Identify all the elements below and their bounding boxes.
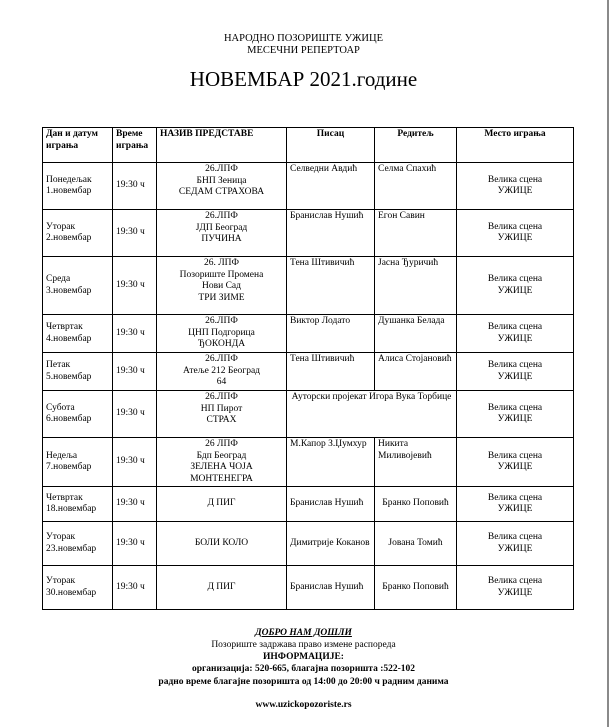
date-value: 4.новембар	[46, 333, 92, 344]
day-name: Четвртак	[46, 322, 83, 332]
show-line: 64	[216, 377, 227, 387]
table-body	[43, 163, 574, 610]
cell-date	[43, 438, 113, 487]
cell-time: 19:30 ч	[113, 163, 157, 210]
day-name: Уторак	[46, 532, 76, 542]
venue-line: Велика сцена	[487, 274, 543, 284]
page-title: НОВЕМБАР 2021.године	[189, 67, 418, 91]
show-line: 26.ЛПФ	[205, 316, 238, 326]
day-name: Петак	[46, 360, 71, 370]
cell-time: 19:30 ч	[113, 438, 157, 487]
cell-director: Бранко Поповић	[375, 566, 457, 610]
show-line: Д ПИГ	[207, 581, 236, 592]
repertoire-table	[42, 127, 574, 610]
cell-director: Алиса Стојановић	[375, 353, 457, 391]
cell-show	[157, 522, 287, 566]
cell-time: 19:30 ч	[113, 210, 157, 257]
date-value: 2.новембар	[46, 233, 92, 243]
venue-line: Велика сцена	[487, 402, 543, 413]
cell-date	[43, 566, 113, 610]
column-header-venue: Место играња	[457, 128, 574, 163]
table-row	[43, 163, 574, 210]
venue-line: Велика сцена	[487, 492, 543, 503]
show-line: ПУЧИНА	[201, 234, 242, 244]
table-row	[43, 522, 574, 566]
show-line: 26.ЛПФ	[205, 211, 238, 221]
venue-line: Велика сцена	[487, 322, 543, 332]
show-line: НП Пирот	[200, 403, 243, 414]
cell-director: Егон Савин	[375, 210, 457, 257]
date-value: 5.новембар	[46, 371, 92, 382]
cell-writer: Бранислав Нушић	[287, 566, 375, 610]
show-line: СЕДАМ СТРАХОВА	[178, 187, 265, 197]
table-row	[43, 438, 574, 487]
cell-show	[157, 566, 287, 610]
date-value: 7.новембар	[46, 462, 92, 472]
venue-line: УЖИЦЕ	[497, 414, 533, 424]
venue-line: УЖИЦЕ	[497, 543, 533, 554]
cell-date	[43, 315, 113, 353]
cell-writer: Димитрије Коканов	[287, 522, 375, 566]
show-line: ЈДП Београд	[195, 222, 248, 233]
show-line: МОНТЕНЕГРА	[190, 473, 253, 484]
cell-time: 19:30 ч	[113, 315, 157, 353]
cell-author-project: Ауторски пројекат Игора Вука Торбице	[287, 391, 457, 438]
cell-date	[43, 163, 113, 210]
show-line: Позориште Промена	[179, 269, 264, 280]
venue-line: УЖИЦЕ	[497, 504, 533, 514]
show-line: ЦНП Подгорица	[188, 327, 255, 338]
website-link[interactable]: www.uzickopozoriste.rs	[255, 700, 352, 710]
cell-show	[157, 438, 287, 487]
venue-line: Велика сцена	[487, 221, 543, 232]
table-row	[43, 257, 574, 315]
cell-writer: Селведни Авдић	[287, 163, 375, 210]
table-row	[43, 391, 574, 438]
table-row	[43, 566, 574, 610]
cell-show	[157, 353, 287, 391]
cell-show	[157, 257, 287, 315]
venue-line: Велика сцена	[487, 450, 543, 461]
show-line: 26.ЛПФ	[205, 164, 238, 174]
show-line: 26 ЛПФ	[205, 439, 238, 449]
cell-venue	[457, 315, 574, 353]
show-line: ТРИ ЗИМЕ	[198, 292, 245, 303]
cell-venue	[457, 522, 574, 566]
day-name: Уторак	[46, 576, 76, 586]
notice-text: Позориште задржава право измене распореда	[211, 640, 396, 650]
venue-line: УЖИЦЕ	[497, 285, 533, 296]
cell-venue	[457, 487, 574, 522]
column-header-show: НАЗИВ ПРЕДСТАВЕ	[157, 128, 287, 163]
cell-venue	[457, 163, 574, 210]
day-name: Субота	[46, 402, 75, 413]
cell-time: 19:30 ч	[113, 353, 157, 391]
date-value: 30.новембар	[46, 587, 97, 598]
cell-date	[43, 257, 113, 315]
day-name: Уторак	[46, 221, 76, 232]
cell-writer: Тена Штивичић	[287, 353, 375, 391]
show-line: 26. ЛПФ	[203, 258, 240, 268]
cell-show	[157, 487, 287, 522]
cell-show	[157, 315, 287, 353]
date-value: 3.новембар	[46, 285, 92, 296]
info-heading: ИНФОРМАЦИЈЕ:	[263, 652, 344, 662]
cell-venue	[457, 438, 574, 487]
cell-date	[43, 353, 113, 391]
venue-line: УЖИЦЕ	[497, 333, 533, 344]
venue-line: УЖИЦЕ	[497, 186, 533, 196]
venue-line: Велика сцена	[487, 576, 543, 586]
venue-line: Велика сцена	[487, 532, 543, 542]
show-line: ЂОКОНДА	[197, 339, 246, 349]
welcome-text: ДОБРО НАМ ДОШЛИ	[255, 628, 352, 638]
column-header-time: Време играња	[113, 128, 157, 163]
cell-venue	[457, 391, 574, 438]
cell-director: Јована Томић	[375, 522, 457, 566]
cell-show	[157, 210, 287, 257]
cell-show	[157, 163, 287, 210]
table-header-row	[43, 128, 574, 163]
date-value: 1.новембар	[46, 186, 92, 196]
cell-time: 19:30 ч	[113, 257, 157, 315]
table-row	[43, 210, 574, 257]
show-line: Д ПИГ	[207, 498, 236, 509]
day-name: Среда	[46, 274, 71, 284]
show-line: 26.ЛПФ	[205, 392, 238, 402]
cell-writer: Бранислав Нушић	[287, 210, 375, 257]
column-header-writer: Писац	[287, 128, 375, 163]
cell-venue	[457, 566, 574, 610]
cell-venue	[457, 257, 574, 315]
venue-line: УЖИЦЕ	[497, 371, 533, 382]
show-line: Бдп Београд	[196, 450, 247, 461]
venue-line: УЖИЦЕ	[497, 462, 533, 472]
cell-time: 19:30 ч	[113, 487, 157, 522]
show-line: БНП Зеница	[196, 175, 247, 186]
cell-show	[157, 391, 287, 438]
cell-director: Бранко Поповић	[375, 487, 457, 522]
day-name: Четвртак	[46, 492, 83, 503]
day-name: Понедељак	[46, 174, 92, 185]
cell-date	[43, 210, 113, 257]
cell-writer: Бранислав Нушић	[287, 487, 375, 522]
column-header-date: Дан и датум играња	[43, 128, 113, 163]
show-line: 26.ЛПФ	[205, 354, 238, 364]
cell-writer: М.Капор З.Џумхур	[287, 438, 375, 487]
cell-time: 19:30 ч	[113, 522, 157, 566]
column-header-director: Редитељ	[375, 128, 457, 163]
cell-director: Јасна Ђуричић	[375, 257, 457, 315]
cell-date	[43, 391, 113, 438]
venue-line: УЖИЦЕ	[497, 233, 533, 243]
show-line: Нови Сад	[202, 281, 241, 291]
box-office-hours: радно време благајне позоришта од 14:00 до 20:00 ч радним данима	[158, 677, 449, 687]
theatre-name: НАРОДНО ПОЗОРИШТЕ УЖИЦЕ	[223, 33, 384, 44]
day-name: Недеља	[46, 450, 78, 461]
cell-writer: Тена Штивичић	[287, 257, 375, 315]
venue-line: УЖИЦЕ	[497, 587, 533, 598]
show-line: БОЛИ КОЛО	[194, 537, 249, 548]
phone-numbers: организација: 520-665, благајна позоришта :522-102	[191, 664, 416, 674]
cell-date	[43, 487, 113, 522]
table-row	[43, 353, 574, 391]
cell-venue	[457, 210, 574, 257]
cell-writer: Виктор Лодато	[287, 315, 375, 353]
cell-venue	[457, 353, 574, 391]
table-row	[43, 487, 574, 522]
cell-time: 19:30 ч	[113, 391, 157, 438]
table-row	[43, 315, 574, 353]
cell-director: Никита Миливојевић	[375, 438, 457, 487]
venue-line: Велика сцена	[487, 174, 543, 185]
date-value: 6.новембар	[46, 414, 92, 424]
document-subtitle: МЕСЕЧНИ РЕПЕРТОАР	[247, 45, 360, 56]
cell-time: 19:30 ч	[113, 566, 157, 610]
show-line: ЗЕЛЕНА ЧОЈА	[190, 462, 253, 472]
show-line: СТРАХ	[206, 415, 237, 425]
cell-director: Селма Спахић	[375, 163, 457, 210]
date-value: 23.новембар	[46, 543, 97, 554]
show-line: Атеље 212 Београд	[183, 365, 260, 376]
venue-line: Велика сцена	[487, 360, 543, 370]
cell-director: Душанка Белада	[375, 315, 457, 353]
date-value: 18.новембар	[46, 504, 97, 514]
cell-date	[43, 522, 113, 566]
